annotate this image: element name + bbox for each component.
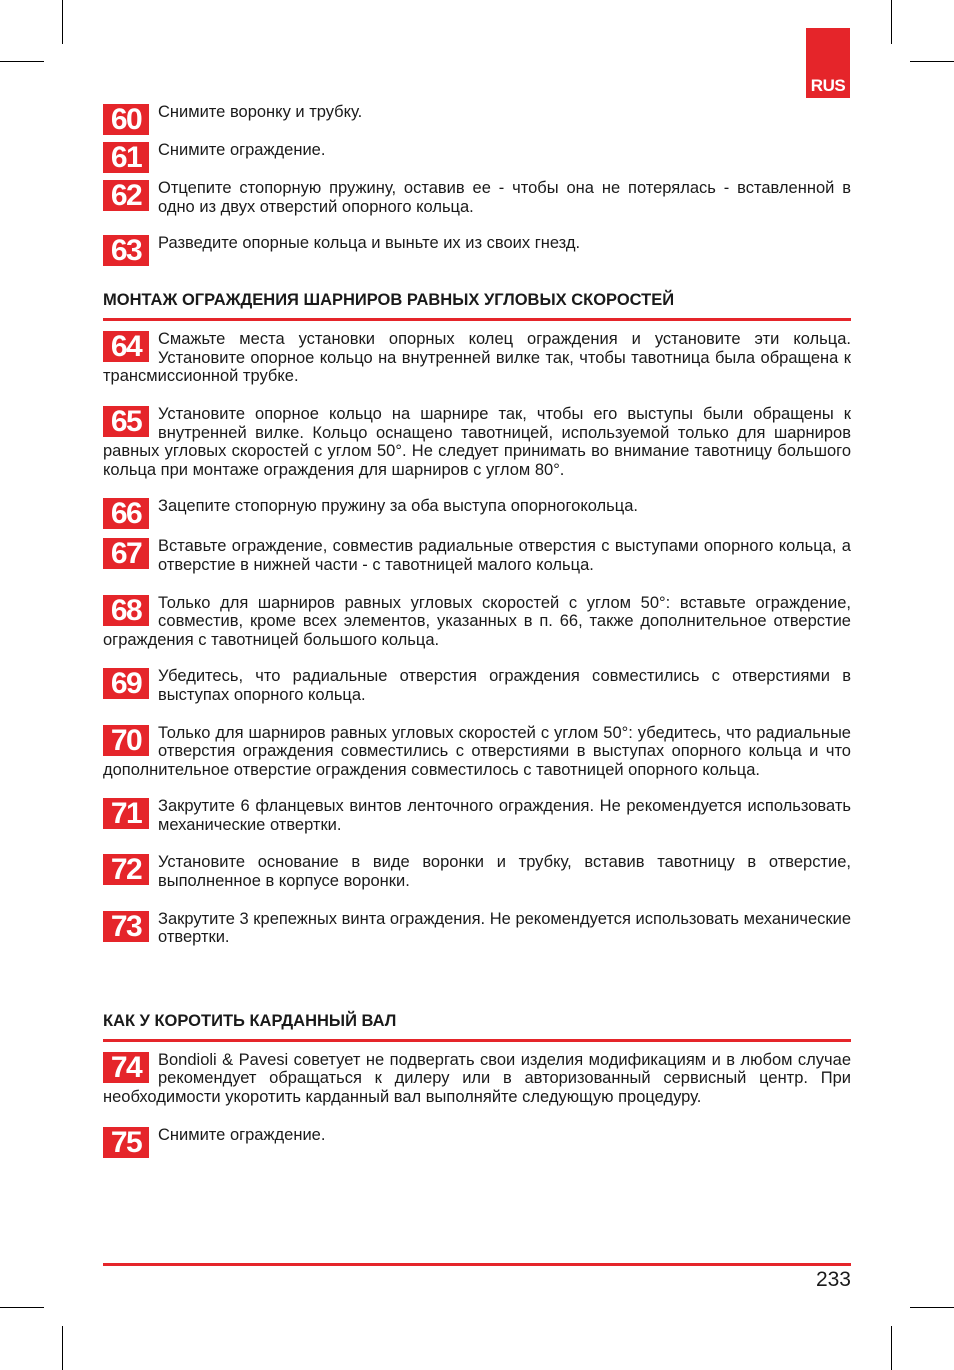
step-70 [103,724,851,780]
step-number: 62 [103,180,149,211]
step-text: Вставьте ограждение, совместив радиальные отверстия с выступами опорного кольца, а отверстие в нижней части - с тавотницей малого кольца. [158,537,851,574]
step-number: 67 [103,538,149,569]
step-number: 69 [103,668,149,699]
step-number: 73 [103,911,149,942]
step-text: Установите основание в виде воронки и трубку, вставив тавотницу в отверстие, выполненное в корпусе воронки. [158,853,851,891]
page-content [103,103,851,1158]
step-text: Разведите опорные кольца и выньте их из своих гнезд. [158,234,581,253]
step-text: Снимите воронку и трубку. [158,103,363,121]
step-71 [103,797,851,834]
section-title-cv-guard-assembly: МОНТАЖ ОГРАЖДЕНИЯ ШАРНИРОВ РАВНЫХ УГЛОВЫХ СКОРОСТЕЙ [103,290,851,321]
step-69 [103,667,851,704]
step-number: 61 [103,142,149,173]
crop-mark [62,1326,63,1370]
step-number: 71 [103,798,149,829]
step-text: Закрутите 6 фланцевых винтов ленточного ограждения. Не рекомендуется использовать механические отвертки. [158,797,851,834]
footer-divider [103,1263,851,1266]
crop-mark [891,0,892,44]
section-title-shorten-driveline: КАК У КОРОТИТЬ КАРДАННЫЙ ВАЛ [103,1011,851,1042]
step-67 [103,537,851,574]
step-73 [103,910,851,947]
step-text: Отцепите стопорную пружину, оставив ее - чтобы она не потерялась - вставленной в одно из двух отверстий опорного кольца. [158,179,851,216]
step-64 [103,330,851,386]
step-number: 68 [103,595,149,626]
step-text: Снимите ограждение. [158,141,326,159]
page-number: 233 [815,1268,851,1291]
crop-mark [0,1307,44,1308]
step-number: 70 [103,725,149,756]
crop-mark [910,1307,954,1308]
crop-mark [891,1326,892,1370]
step-72 [103,853,851,890]
step-text: Смажьте места установки опорных колец ограждения и установите эти кольца. Установите опорное кольцо на внутренней вилке так, чтобы тавотница была обращена к трансмиссионной трубке. [103,330,851,386]
step-text: Bondioli & Pavesi советует не подвергать свои изделия модификациям и в любом случае рекомендует обращаться к дилеру или в авторизованный сервисный центр. При необходимости укоротить карданный вал выполняйте следующую процедуру. [103,1050,851,1107]
step-62 [103,179,851,216]
step-text: Зацепите стопорную пружину за оба выступа опорногокольца. [158,497,638,516]
step-65 [103,405,851,479]
step-60 [103,103,851,135]
step-text: Убедитесь, что радиальные отверстия ограждения совместились с отверстиями в выступах опорного кольца. [158,667,851,704]
step-68 [103,594,851,650]
crop-mark [0,61,44,62]
step-number: 72 [103,854,149,885]
step-number: 75 [103,1127,149,1158]
step-text: Установите опорное кольцо на шарнире так, чтобы его выступы были обращены к внутренней вилке. Кольцо оснащено тавотницей, используемой только для шарниров равных угловых скоростей с углом 50°. Не следует принимать во внимание тавотницу большого кольца при монтаже ограждения для шарниров с углом 80°. [103,404,851,479]
language-tab: RUS [806,28,850,98]
step-text: Только для шарниров равных угловых скоростей с углом 50°: вставьте ограждение, совместив, кроме всех элементов, указанных в п. 66, также дополнительное отверстие ограждения с тавотницей большого кольца. [103,593,851,649]
step-66 [103,497,851,529]
step-number: 60 [103,104,149,135]
step-text: Снимите ограждение. [158,1125,326,1144]
step-61 [103,141,851,173]
crop-mark [910,61,954,62]
step-text: Закрутите 3 крепежных винта ограждения. Не рекомендуется использовать механические отвертки. [158,909,851,947]
step-74 [103,1051,851,1107]
step-75 [103,1126,851,1158]
step-number: 65 [103,406,149,437]
step-text: Только для шарниров равных угловых скоростей с углом 50°: убедитесь, что радиальные отверстия ограждения совместились с отверстиями в выступах опорного кольца и что дополнительное отверстие ограждения совместилось с тавотницей опорного кольца. [103,723,851,779]
step-number: 63 [103,235,149,266]
step-63 [103,234,851,266]
step-number: 64 [103,331,149,362]
step-number: 66 [103,498,149,529]
crop-mark [62,0,63,44]
step-number: 74 [103,1052,149,1083]
